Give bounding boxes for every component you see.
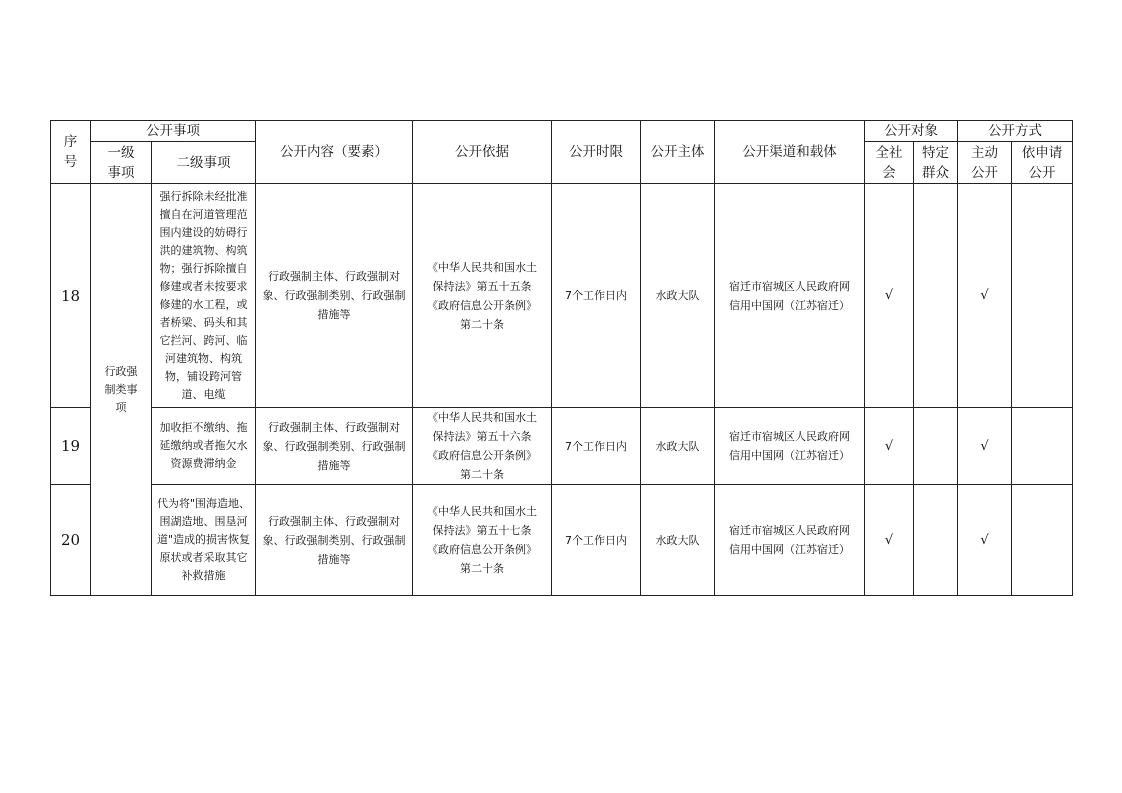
basis-regulation: 《政府信息公开条例》	[427, 449, 537, 462]
method-request-header: 依申请公开	[1012, 142, 1073, 184]
basis-cell	[413, 184, 552, 408]
target-specific-cell	[914, 184, 958, 408]
content-header: 公开内容（要素）	[256, 121, 413, 184]
level1-header: 一级事项	[91, 142, 152, 184]
method-active-header: 主动公开	[958, 142, 1012, 184]
method-active-check: √	[958, 485, 1012, 596]
basis-law: 《中华人民共和国水土保持法》第五十六条	[427, 411, 537, 443]
header-row-1	[51, 121, 1073, 142]
content-cell: 行政强制主体、行政强制对象、行政强制类别、行政强制措施等	[256, 184, 413, 408]
target-all-check: √	[865, 485, 914, 596]
row-number: 20	[51, 485, 91, 596]
channel-credit-site: 信用中国网（江苏宿迁）	[729, 449, 850, 462]
channel-gov-site: 宿迁市宿城区人民政府网	[729, 430, 850, 443]
basis-article: 第二十条	[460, 317, 504, 331]
target-header: 公开对象	[865, 121, 958, 142]
subject-cell: 水政大队	[641, 408, 715, 485]
table-row	[51, 184, 1073, 408]
row-number: 19	[51, 408, 91, 485]
channel-credit-site: 信用中国网（江苏宿迁）	[729, 543, 850, 556]
basis-regulation: 《政府信息公开条例》	[427, 543, 537, 556]
channel-cell	[715, 485, 865, 596]
channel-gov-site: 宿迁市宿城区人民政府网	[729, 524, 850, 537]
basis-cell	[413, 485, 552, 596]
method-active-check: √	[958, 408, 1012, 485]
level1-cell: 行政强制类事项	[91, 184, 152, 596]
seq-header: 序号	[51, 121, 91, 184]
level2-cell: 强行拆除未经批准擅自在河道管理范围内建设的妨碍行洪的建筑物、构筑物；强行拆除擅自修建或者未按要求修建的水工程，或者桥梁、码头和其它拦河、跨河、临河建筑物、构筑物，铺设跨河管道、电缆	[152, 184, 256, 408]
level2-cell: 加收拒不缴纳、拖延缴纳或者拖欠水资源费滞纳金	[152, 408, 256, 485]
method-request-cell	[1012, 408, 1073, 485]
subject-header: 公开主体	[641, 121, 715, 184]
basis-law: 《中华人民共和国水土保持法》第五十五条	[427, 260, 537, 293]
method-active-check: √	[958, 184, 1012, 408]
subject-cell: 水政大队	[641, 184, 715, 408]
target-all-header: 全社会	[865, 142, 914, 184]
time-limit-header: 公开时限	[552, 121, 641, 184]
target-specific-header: 特定群众	[914, 142, 958, 184]
target-specific-cell	[914, 485, 958, 596]
basis-article: 第二十条	[460, 562, 504, 575]
target-all-check: √	[865, 184, 914, 408]
basis-regulation: 《政府信息公开条例》	[427, 298, 537, 312]
content-cell: 行政强制主体、行政强制对象、行政强制类别、行政强制措施等	[256, 408, 413, 485]
content-cell: 行政强制主体、行政强制对象、行政强制类别、行政强制措施等	[256, 485, 413, 596]
table-row	[51, 485, 1073, 596]
level2-header: 二级事项	[152, 142, 256, 184]
time-limit-cell: 7个工作日内	[552, 408, 641, 485]
target-specific-cell	[914, 408, 958, 485]
method-header: 公开方式	[958, 121, 1073, 142]
disclosure-table	[50, 120, 1073, 596]
table-row	[51, 408, 1073, 485]
basis-article: 第二十条	[460, 468, 504, 481]
public-item-header: 公开事项	[91, 121, 256, 142]
channel-credit-site: 信用中国网（江苏宿迁）	[729, 298, 850, 312]
target-all-check: √	[865, 408, 914, 485]
method-request-cell	[1012, 485, 1073, 596]
time-limit-cell: 7个工作日内	[552, 184, 641, 408]
time-limit-cell: 7个工作日内	[552, 485, 641, 596]
channel-header: 公开渠道和载体	[715, 121, 865, 184]
subject-cell: 水政大队	[641, 485, 715, 596]
basis-cell	[413, 408, 552, 485]
channel-cell	[715, 408, 865, 485]
row-number: 18	[51, 184, 91, 408]
method-request-cell	[1012, 184, 1073, 408]
basis-law: 《中华人民共和国水土保持法》第五十七条	[427, 505, 537, 537]
channel-gov-site: 宿迁市宿城区人民政府网	[729, 279, 850, 293]
level2-cell: 代为将"围海造地、围湖造地、围垦河道"造成的损害恢复原状或者采取其它补救措施	[152, 485, 256, 596]
channel-cell	[715, 184, 865, 408]
basis-header: 公开依据	[413, 121, 552, 184]
